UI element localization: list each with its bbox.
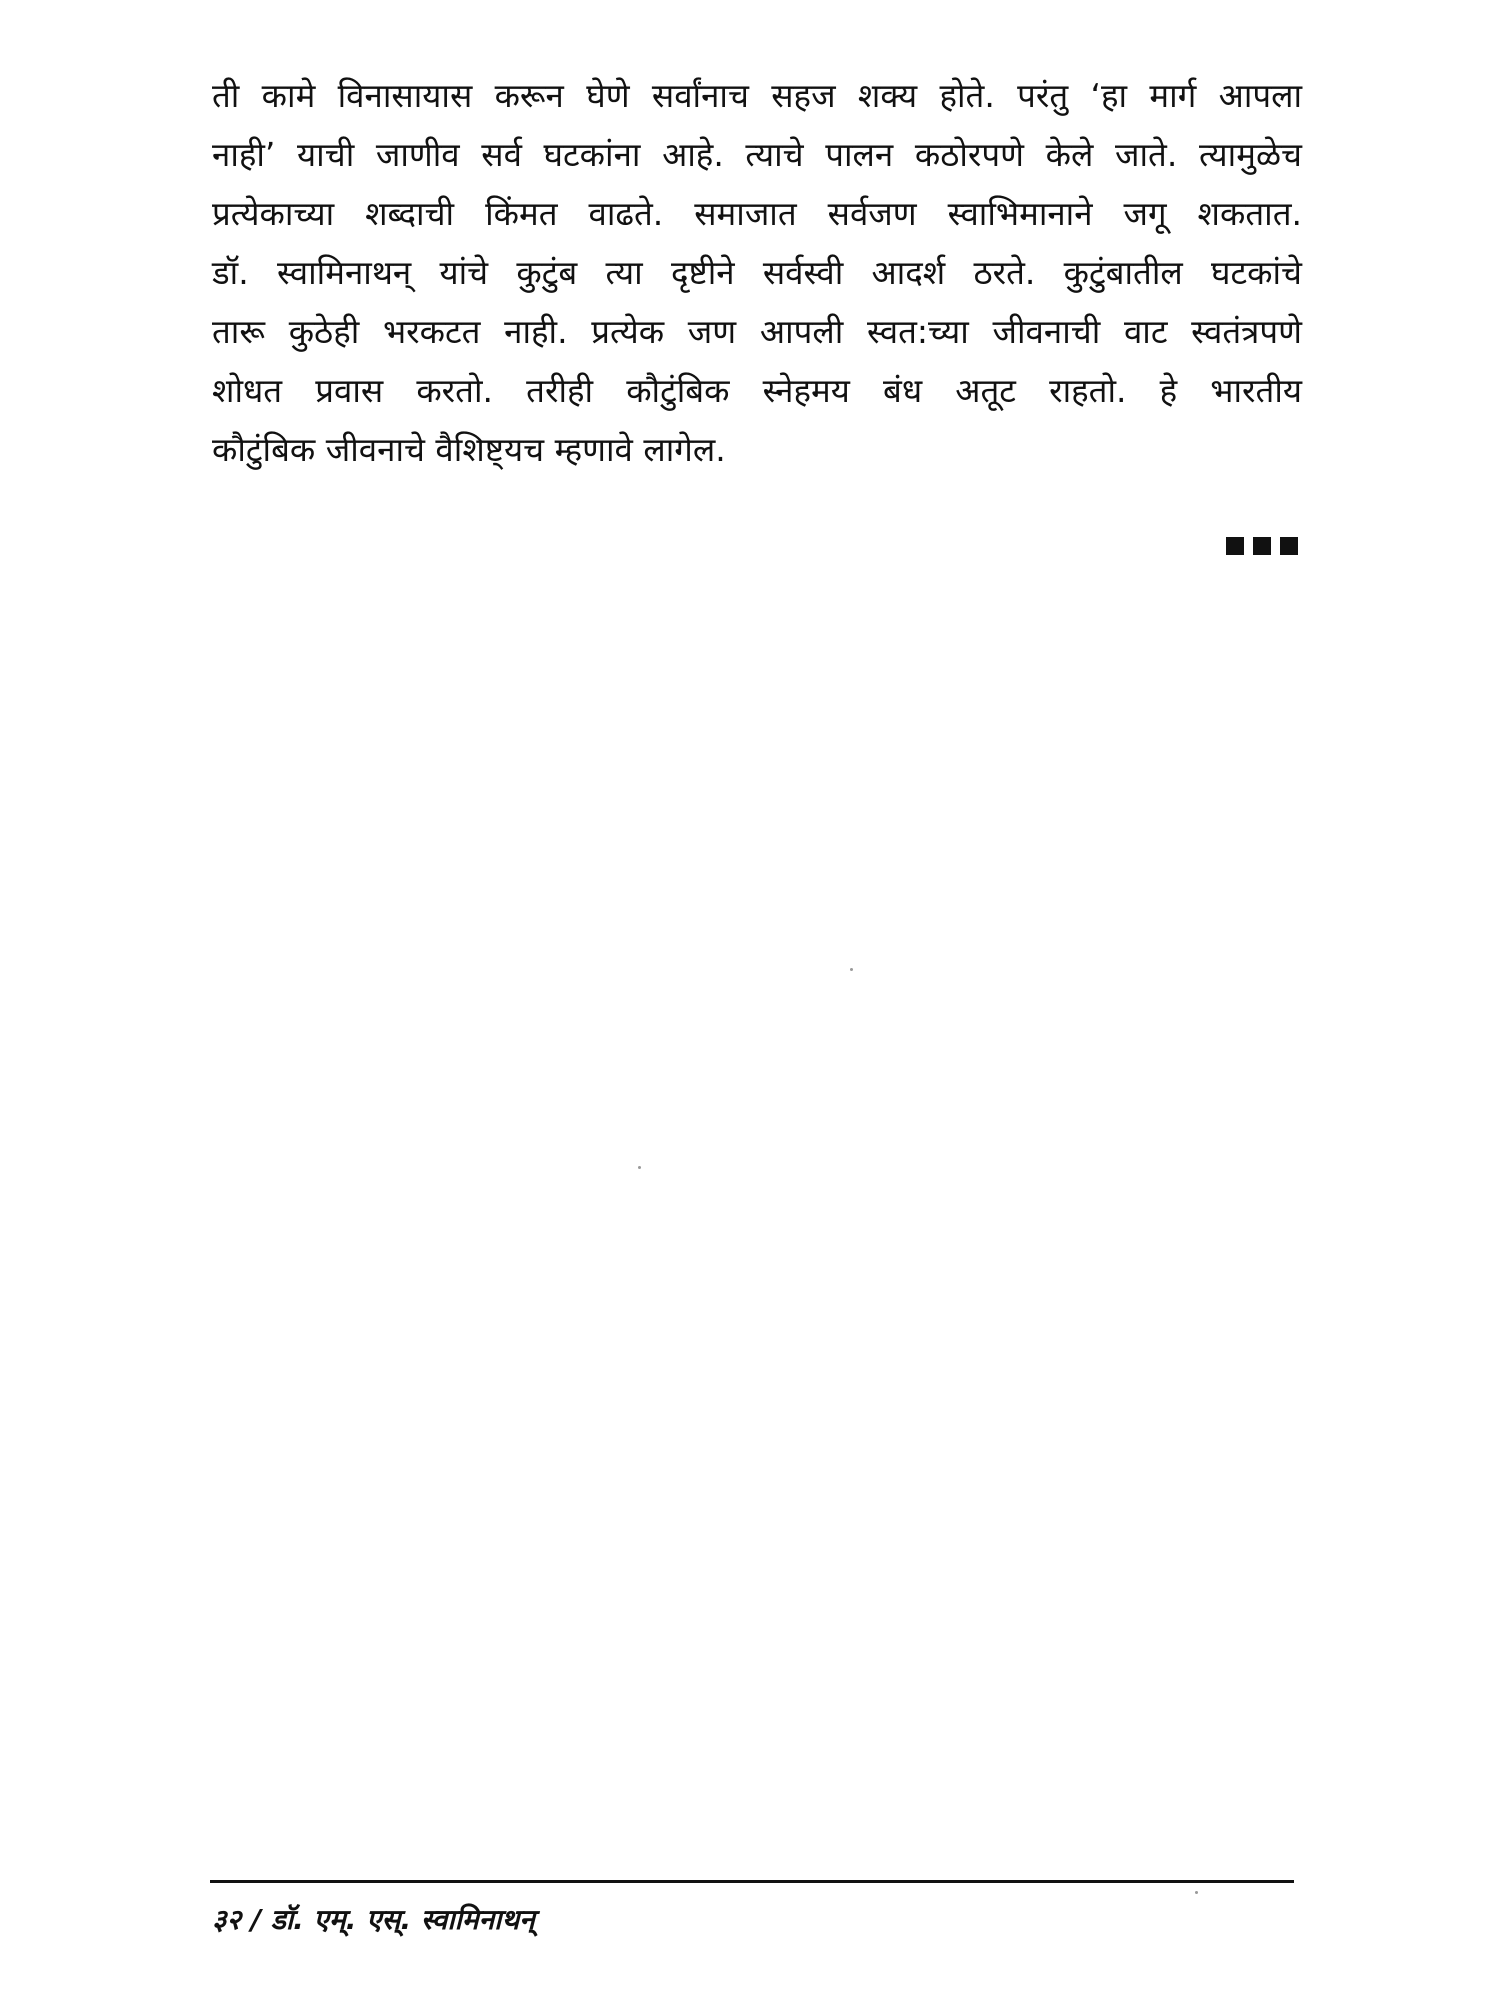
body-paragraph [212, 66, 1302, 479]
paragraph-line: तारू कुठेही भरकटत नाही. प्रत्येक जण आपली स्वत:च्या जीवनाची वाट स्वतंत्रपणे [212, 312, 1302, 351]
end-of-chapter-mark [1226, 537, 1298, 555]
paper-speck [850, 968, 853, 971]
paper-speck [638, 1166, 641, 1169]
paragraph-line: ती कामे विनासायास करून घेणे सर्वांनाच सहज शक्य होते. परंतु ‘हा मार्ग आपला [212, 76, 1302, 115]
footer-divider [210, 1880, 1294, 1883]
end-mark-square [1280, 537, 1298, 555]
paragraph-line: नाही’ याची जाणीव सर्व घटकांना आहे. त्याचे पालन कठोरपणे केले जाते. त्यामुळेच [212, 135, 1302, 174]
paragraph-line: कौटुंबिक जीवनाचे वैशिष्ट्यच म्हणावे लागेल. [212, 430, 726, 469]
paragraph-line: डॉ. स्वामिनाथन् यांचे कुटुंब त्या दृष्टीने सर्वस्वी आदर्श ठरते. कुटुंबातील घटकांचे [212, 253, 1302, 292]
end-mark-square [1226, 537, 1244, 555]
paper-speck [1195, 1891, 1198, 1894]
end-mark-square [1253, 537, 1271, 555]
footer-page-label: ३२ / डॉ. एम्. एस्. स्वामिनाथन् [212, 1903, 535, 1936]
paragraph-line: प्रत्येकाच्या शब्दाची किंमत वाढते. समाजात सर्वजण स्वाभिमानाने जगू शकतात. [212, 194, 1302, 233]
paragraph-line: शोधत प्रवास करतो. तरीही कौटुंबिक स्नेहमय बंध अतूट राहतो. हे भारतीय [212, 371, 1302, 410]
